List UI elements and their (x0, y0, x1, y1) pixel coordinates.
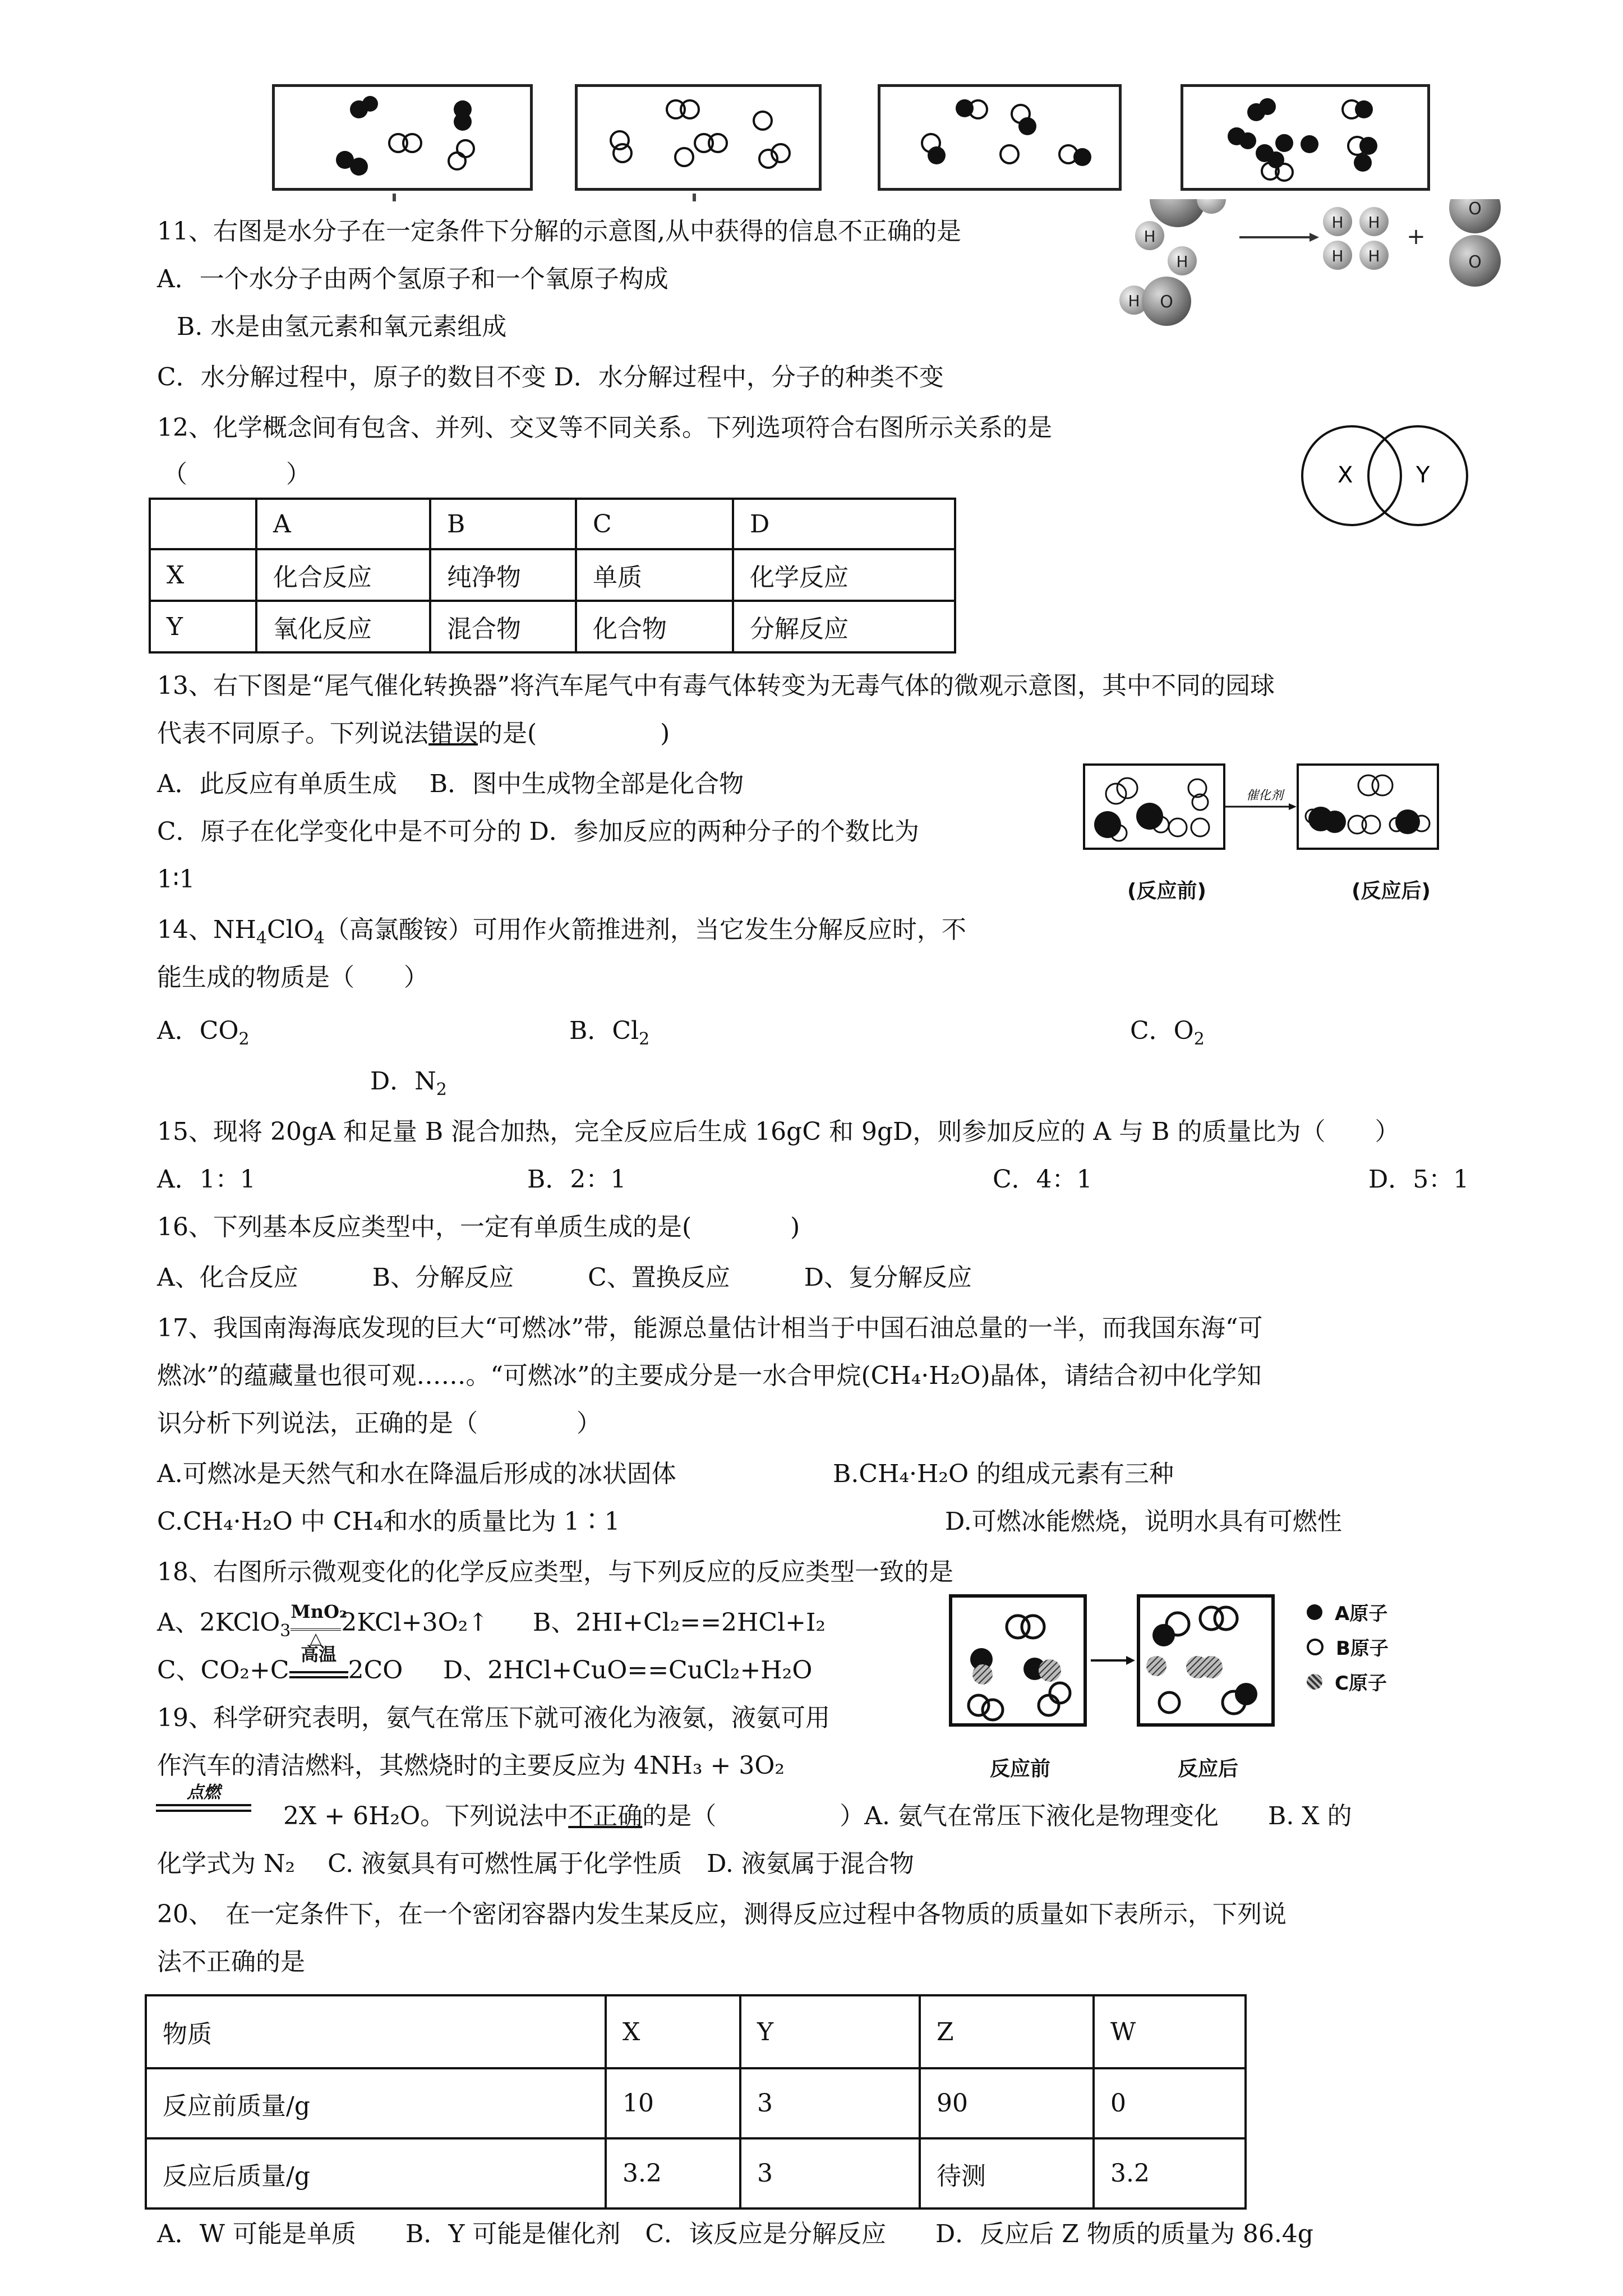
q20-cell: 反应后质量/g (146, 2138, 606, 2208)
svg-text:H: H (1128, 292, 1140, 310)
venn-diagram (1290, 421, 1486, 539)
q12-header-cell: A (256, 499, 430, 549)
q20-cell: 10 (606, 2068, 740, 2138)
table-row (146, 2138, 1246, 2208)
q14-option-d: D．$N_2$ (370, 1067, 447, 1099)
q20-table-header-row (146, 1995, 1246, 2068)
q12-cell: 化学反应 (733, 549, 955, 601)
q20-table (145, 1994, 1247, 2210)
q12-cell: 氧化反应 (256, 601, 430, 652)
q18-option-b: B、2HI+Cl₂==2HCl+I₂ (533, 1608, 826, 1637)
q18-before-label: 反应前 (990, 1757, 1051, 1780)
q17-stem-line3: 识分析下列说法，正确的是（ ） (157, 1409, 601, 1438)
q17-stem-line2: 燃冰”的蕴藏量也很可观……。“可燃冰”的主要成分是一水合甲烷(CH₄·H₂O)晶体，请结合初中化学知 (157, 1361, 1262, 1390)
table-row (146, 2068, 1246, 2138)
water-decomposition-diagram (1116, 199, 1520, 334)
q19-emphasis: 不正确 (568, 1802, 643, 1830)
q12-cell: X (150, 549, 256, 601)
q20-cell: 90 (920, 2068, 1094, 2138)
q20-cell: 3.2 (1094, 2138, 1246, 2208)
svg-text:H: H (1368, 247, 1380, 265)
q20-header-cell: W (1094, 1995, 1246, 2068)
catalytic-converter-figure (1082, 763, 1520, 870)
svg-text:H: H (1368, 213, 1380, 232)
q17-stem-line1: 17、我国南海海底发现的巨大“可燃冰”带，能源总量估计相当于中国石油总量的一半，而我国东海“可 (157, 1314, 1263, 1342)
q15-stem: 15、现将 20gA 和足量 B 混合加热，完全反应后生成 16gC 和 9gD，则参加反应的 A 与 B 的质量比为（ ） (157, 1117, 1400, 1146)
q12-cell: 化合物 (576, 601, 733, 652)
table-row (150, 601, 955, 652)
q12-header-cell: D (733, 499, 955, 549)
q14-option-a: A．$CO_2$ (157, 1016, 250, 1049)
particle-diagram-3 (880, 87, 1119, 188)
q18-after-label: 反应后 (1178, 1757, 1239, 1780)
svg-text:O: O (1468, 199, 1482, 219)
particle-box-3 (878, 84, 1122, 191)
svg-text:+: + (1407, 224, 1426, 250)
q13-before-label: (反应前) (1127, 880, 1206, 903)
q17-option-b: B.CH₄·H₂O 的组成元素有三种 (833, 1460, 1174, 1488)
catalyst-label: 催化剂 (1246, 789, 1284, 803)
svg-text:H: H (1331, 213, 1344, 232)
q20-cell: 3.2 (606, 2138, 740, 2208)
q11-option-b: B. 水是由氢元素和氧元素组成 (177, 312, 507, 341)
q13-after-label: (反应后) (1352, 880, 1431, 903)
q13-option-cd: C．原子在化学变化中是不可分的 D．参加反应的两种分子的个数比为 (157, 817, 919, 846)
particle-diagram-1 (275, 87, 530, 188)
c-atom-icon (1307, 1674, 1322, 1690)
q13-emphasis: 错误 (428, 719, 478, 748)
water-decomposition-figure (1116, 199, 1520, 340)
q16-options: A、化合反应 B、分解反应 C、置换反应 D、复分解反应 (157, 1263, 972, 1292)
table-row (150, 549, 955, 601)
q12-stem: 12、化学概念间有包含、并列、交叉等不同关系。下列选项符合右图所示关系的是 (157, 413, 1052, 442)
q18-condition-high-temp: 高温 (289, 1662, 348, 1678)
q17-option-d: D.可燃冰能燃烧，说明水具有可燃性 (945, 1507, 1342, 1536)
svg-text:H: H (1331, 247, 1344, 265)
svg-text:O: O (1468, 252, 1482, 272)
venn-label-y: Y (1416, 462, 1430, 488)
q20-stem-line2: 法不正确的是 (157, 1948, 305, 1976)
q18-micro-change-diagram (948, 1593, 1295, 1773)
q17-option-a: A.可燃冰是天然气和水在降温后形成的冰状固体 (157, 1460, 676, 1488)
q11-option-cd: C．水分解过程中，原子的数目不变 D．水分解过程中，分子的种类不变 (157, 363, 944, 392)
q12-header-cell (150, 499, 256, 549)
q20-cell: 反应前质量/g (146, 2068, 606, 2138)
q12-cell: Y (150, 601, 256, 652)
q20-header-cell: X (606, 1995, 740, 2068)
svg-text:O: O (1160, 292, 1173, 312)
q14-stem-line1: 14、$NH_4ClO_4$（高氯酸铵）可用作火箭推进剂，当它发生分解反应时，不 (157, 915, 966, 948)
catalytic-converter-diagram (1082, 763, 1520, 864)
q13-stem-line1: 13、右下图是“尾气催化转换器”将汽车尾气中有毒气体转变为无毒气体的微观示意图，其中不同的园球 (157, 671, 1275, 700)
q14-option-c: C．$O_2$ (1130, 1016, 1205, 1049)
q15-option-d: D．5：1 (1368, 1165, 1469, 1194)
venn-diagram-svg (1290, 421, 1486, 533)
particle-diagram-4 (1183, 87, 1427, 188)
q19-stem-line2: 作汽车的清洁燃料，其燃烧时的主要反应为 4NH₃ + 3O₂ (157, 1751, 785, 1780)
q12-cell: 单质 (576, 549, 733, 601)
q20-cell: 待测 (920, 2138, 1094, 2208)
q20-cell: 0 (1094, 2068, 1246, 2138)
q19-stem-line4: 化学式为 N₂ C. 液氨具有可燃性属于化学性质 D. 液氨属于混合物 (157, 1849, 914, 1878)
q19-stem-line3: 2X + 6H₂O。下列说法中不正确的是（ ）A. 氨气在常压下液化是物理变化 B. X 的 (283, 1802, 1352, 1830)
q18-option-d: D、2HCl+CuO==CuCl₂+H₂O (443, 1656, 813, 1685)
particle-box-1 (272, 84, 533, 191)
q12-cell: 纯净物 (430, 549, 576, 601)
q20-stem-line1: 20、 在一定条件下，在一个密闭容器内发生某反应，测得反应过程中各物质的质量如下表所示，下列说 (157, 1900, 1287, 1929)
q19-stem-line1: 19、科学研究表明，氨气在常压下就可液化为液氨，液氨可用 (157, 1704, 830, 1732)
q12-header-cell: B (430, 499, 576, 549)
q12-cell: 混合物 (430, 601, 576, 652)
q12-answer-paren: （ ） (163, 460, 311, 489)
b-atom-icon (1307, 1639, 1324, 1655)
q18-option-a: A、2KClO$_3$ MnO₂ △ 2KCl+3O₂↑ (157, 1601, 489, 1648)
legend-item-a: A原子 (1307, 1596, 1389, 1631)
svg-text:H: H (1144, 227, 1156, 246)
q18-legend (1307, 1596, 1389, 1700)
particle-box-4 (1181, 84, 1430, 191)
q17-option-c: C.CH₄·H₂O 中 CH₄和水的质量比为 1∶1 (157, 1507, 620, 1536)
q18-option-c: C、CO₂+C 高温 2CO (157, 1644, 403, 1685)
particle-diagram-2 (578, 87, 819, 188)
q12-table (149, 498, 956, 654)
q13-option-ab: A．此反应有单质生成 B．图中生成物全部是化合物 (157, 770, 744, 798)
q14-option-b: B．$Cl_2$ (569, 1016, 650, 1049)
q12-header-cell: C (576, 499, 733, 549)
q15-option-c: C．4：1 (993, 1165, 1092, 1194)
q20-header-cell: Y (740, 1995, 920, 2068)
q18-stem: 18、右图所示微观变化的化学反应类型，与下列反应的反应类型一致的是 (157, 1558, 953, 1586)
q13-option-d-tail: 1∶1 (157, 865, 195, 894)
svg-text:H: H (1176, 252, 1188, 271)
a-atom-icon (1307, 1604, 1322, 1620)
q11-option-a: A．一个水分子由两个氢原子和一个氧原子构成 (157, 265, 668, 293)
q18-micro-change-figure (948, 1593, 1295, 1779)
q15-option-b: B．2：1 (527, 1165, 626, 1194)
q13-stem-line2: 代表不同原子。下列说法错误的是( ) (157, 719, 670, 748)
q20-header-cell: 物质 (146, 1995, 606, 2068)
q12-cell: 分解反应 (733, 601, 955, 652)
q16-stem: 16、下列基本反应类型中，一定有单质生成的是( ) (157, 1213, 800, 1241)
q14-stem-line2: 能生成的物质是（ ） (157, 963, 428, 992)
q20-cell: 3 (740, 2138, 920, 2208)
q18-condition-mno2: MnO₂ △ (291, 1601, 347, 1648)
q20-header-cell: Z (920, 1995, 1094, 2068)
legend-item-b: B原子 (1307, 1631, 1389, 1665)
q15-option-a: A．1：1 (157, 1165, 256, 1194)
q11-stem: 11、右图是水分子在一定条件下分解的示意图,从中获得的信息不正确的是 (157, 217, 961, 246)
q12-table-header-row (150, 499, 955, 549)
q20-cell: 3 (740, 2068, 920, 2138)
q12-cell: 化合反应 (256, 549, 430, 601)
venn-label-x: X (1338, 462, 1353, 488)
particle-box-2 (575, 84, 822, 191)
legend-item-c: C原子 (1307, 1665, 1389, 1700)
q19-ignition-condition: 点燃 (156, 1784, 251, 1812)
q20-options: A．W 可能是单质 B．Y 可能是催化剂 C．该反应是分解反应 D．反应后 Z 物质的质量为 86.4g (157, 2220, 1313, 2248)
